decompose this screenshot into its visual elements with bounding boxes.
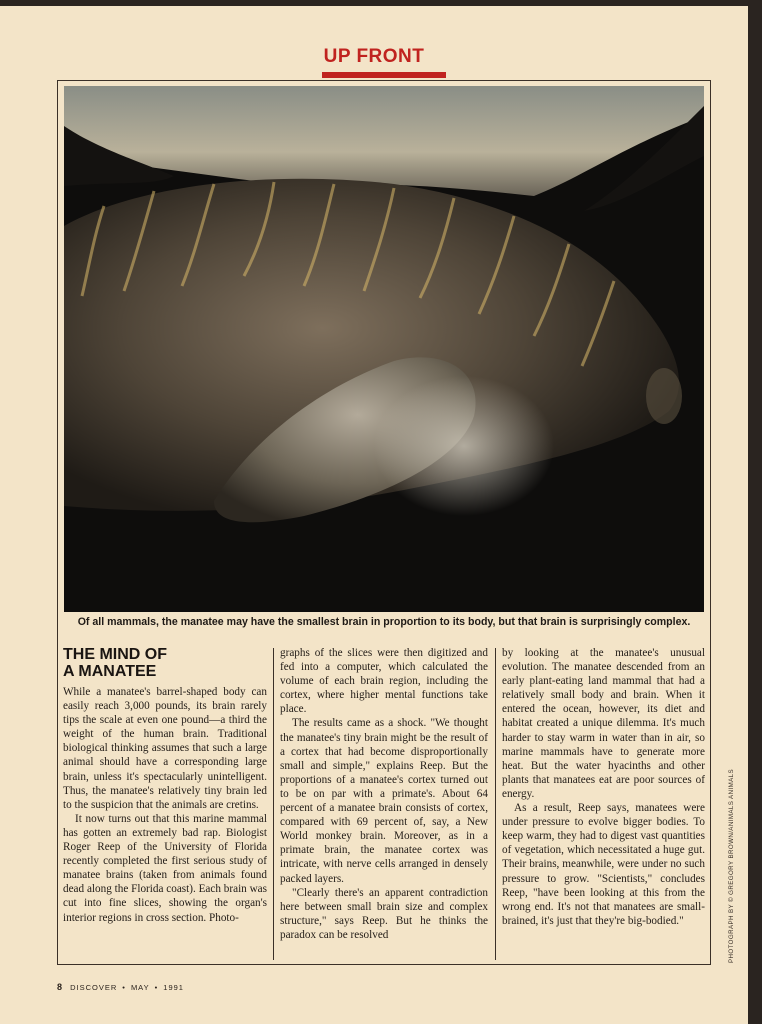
bullet-separator: • <box>122 983 126 992</box>
headline-line-1: THE MIND OF <box>63 646 167 663</box>
issue-month: MAY <box>130 983 150 992</box>
section-title-underline <box>322 72 446 78</box>
manatee-illustration <box>64 86 704 612</box>
page-footer <box>57 982 184 992</box>
page-number: 8 <box>57 982 64 992</box>
magazine-name: DISCOVER <box>70 983 118 992</box>
section-title: UP FRONT <box>323 46 425 67</box>
paragraph: As a result, Reep says, manatees were under pressure to evolve bigger bodies. To keep warm, they had to digest vast quantities of vegetation, which necessitated a huge gut. Their brains, meanwhile, were under no such pressure to grow. "Scientists," concludes Reep, "have been looking at this from the wrong end. It's not that manatees are small-brained, it's just that they're big-bodied." <box>502 802 705 927</box>
paragraph: The results came as a shock. "We thought the manatee's tiny brain might be the result of a cortex that had become disproportionally small and simple," explains Reep. But the proportions of a manatee's cortex turned out to be on par with a primate's. About 64 percent of a manatee brain consists of cortex, compared with 69 percent of, say, a New World monkey brain. Moreover, as in a primate brain, the manatee cortex was intricate, with nerve cells arranged in densely packed layers. <box>280 717 488 885</box>
paragraph: "Clearly there's an apparent contradiction here between small brain size and complex structure," says Reep. But he thinks the paradox can be resolved <box>280 886 488 941</box>
article-column-1 <box>63 646 267 962</box>
paragraph: It now turns out that this marine mammal has gotten an extremely bad rap. Biologist Roger Reep of the University of Florida recently completed the first serious study of manatee brains (taken from animals found dead along the Florida coast). Each brain was cut into fine slices, showing the organ's interior regions in cross section. Photo- <box>63 812 267 924</box>
paragraph: graphs of the slices were then digitized and fed into a computer, which calculated the volume of each brain region, including the cortex, where higher mental functions take place. <box>280 647 488 716</box>
photo-credit: PHOTOGRAPH BY © GREGORY BROWN/ANIMALS ANIMALS <box>728 768 735 963</box>
bullet-separator: • <box>154 983 159 992</box>
paragraph: by looking at the manatee's unusual evolution. The manatee descended from an early plant-eating land mammal that had a relatively small body and brain. When it entered the ocean, however, its diet and habitat created a unique dilemma. It's much harder to stay warm in water than in air, so marine mammals have to generate more heat. But the water hyacinths and other plants that manatees eat are poor sources of energy. <box>502 647 705 800</box>
headline-line-2: A MANATEE <box>63 663 157 680</box>
article-column-2 <box>280 646 488 962</box>
article-headline <box>63 646 267 680</box>
paragraph: While a manatee's barrel-shaped body can easily reach 3,000 pounds, its brain rarely tips the scale at even one pound—a third the weight of the human brain. Traditional biological thinking assumes that such a large animal should have a corresponding large brain, unless it's spectacularly unintelligent. Thus, the manatee's relatively tiny brain led to the suspicion that the animals are cretins. <box>63 686 267 811</box>
column-divider <box>273 648 274 960</box>
photo-caption: Of all mammals, the manatee may have the smallest brain in proportion to its body, but that brain is surprisingly complex. <box>77 616 691 628</box>
manatee-photo <box>64 86 704 612</box>
issue-year: 1991 <box>163 983 184 992</box>
article-column-3 <box>502 646 705 962</box>
column-divider <box>495 648 496 960</box>
